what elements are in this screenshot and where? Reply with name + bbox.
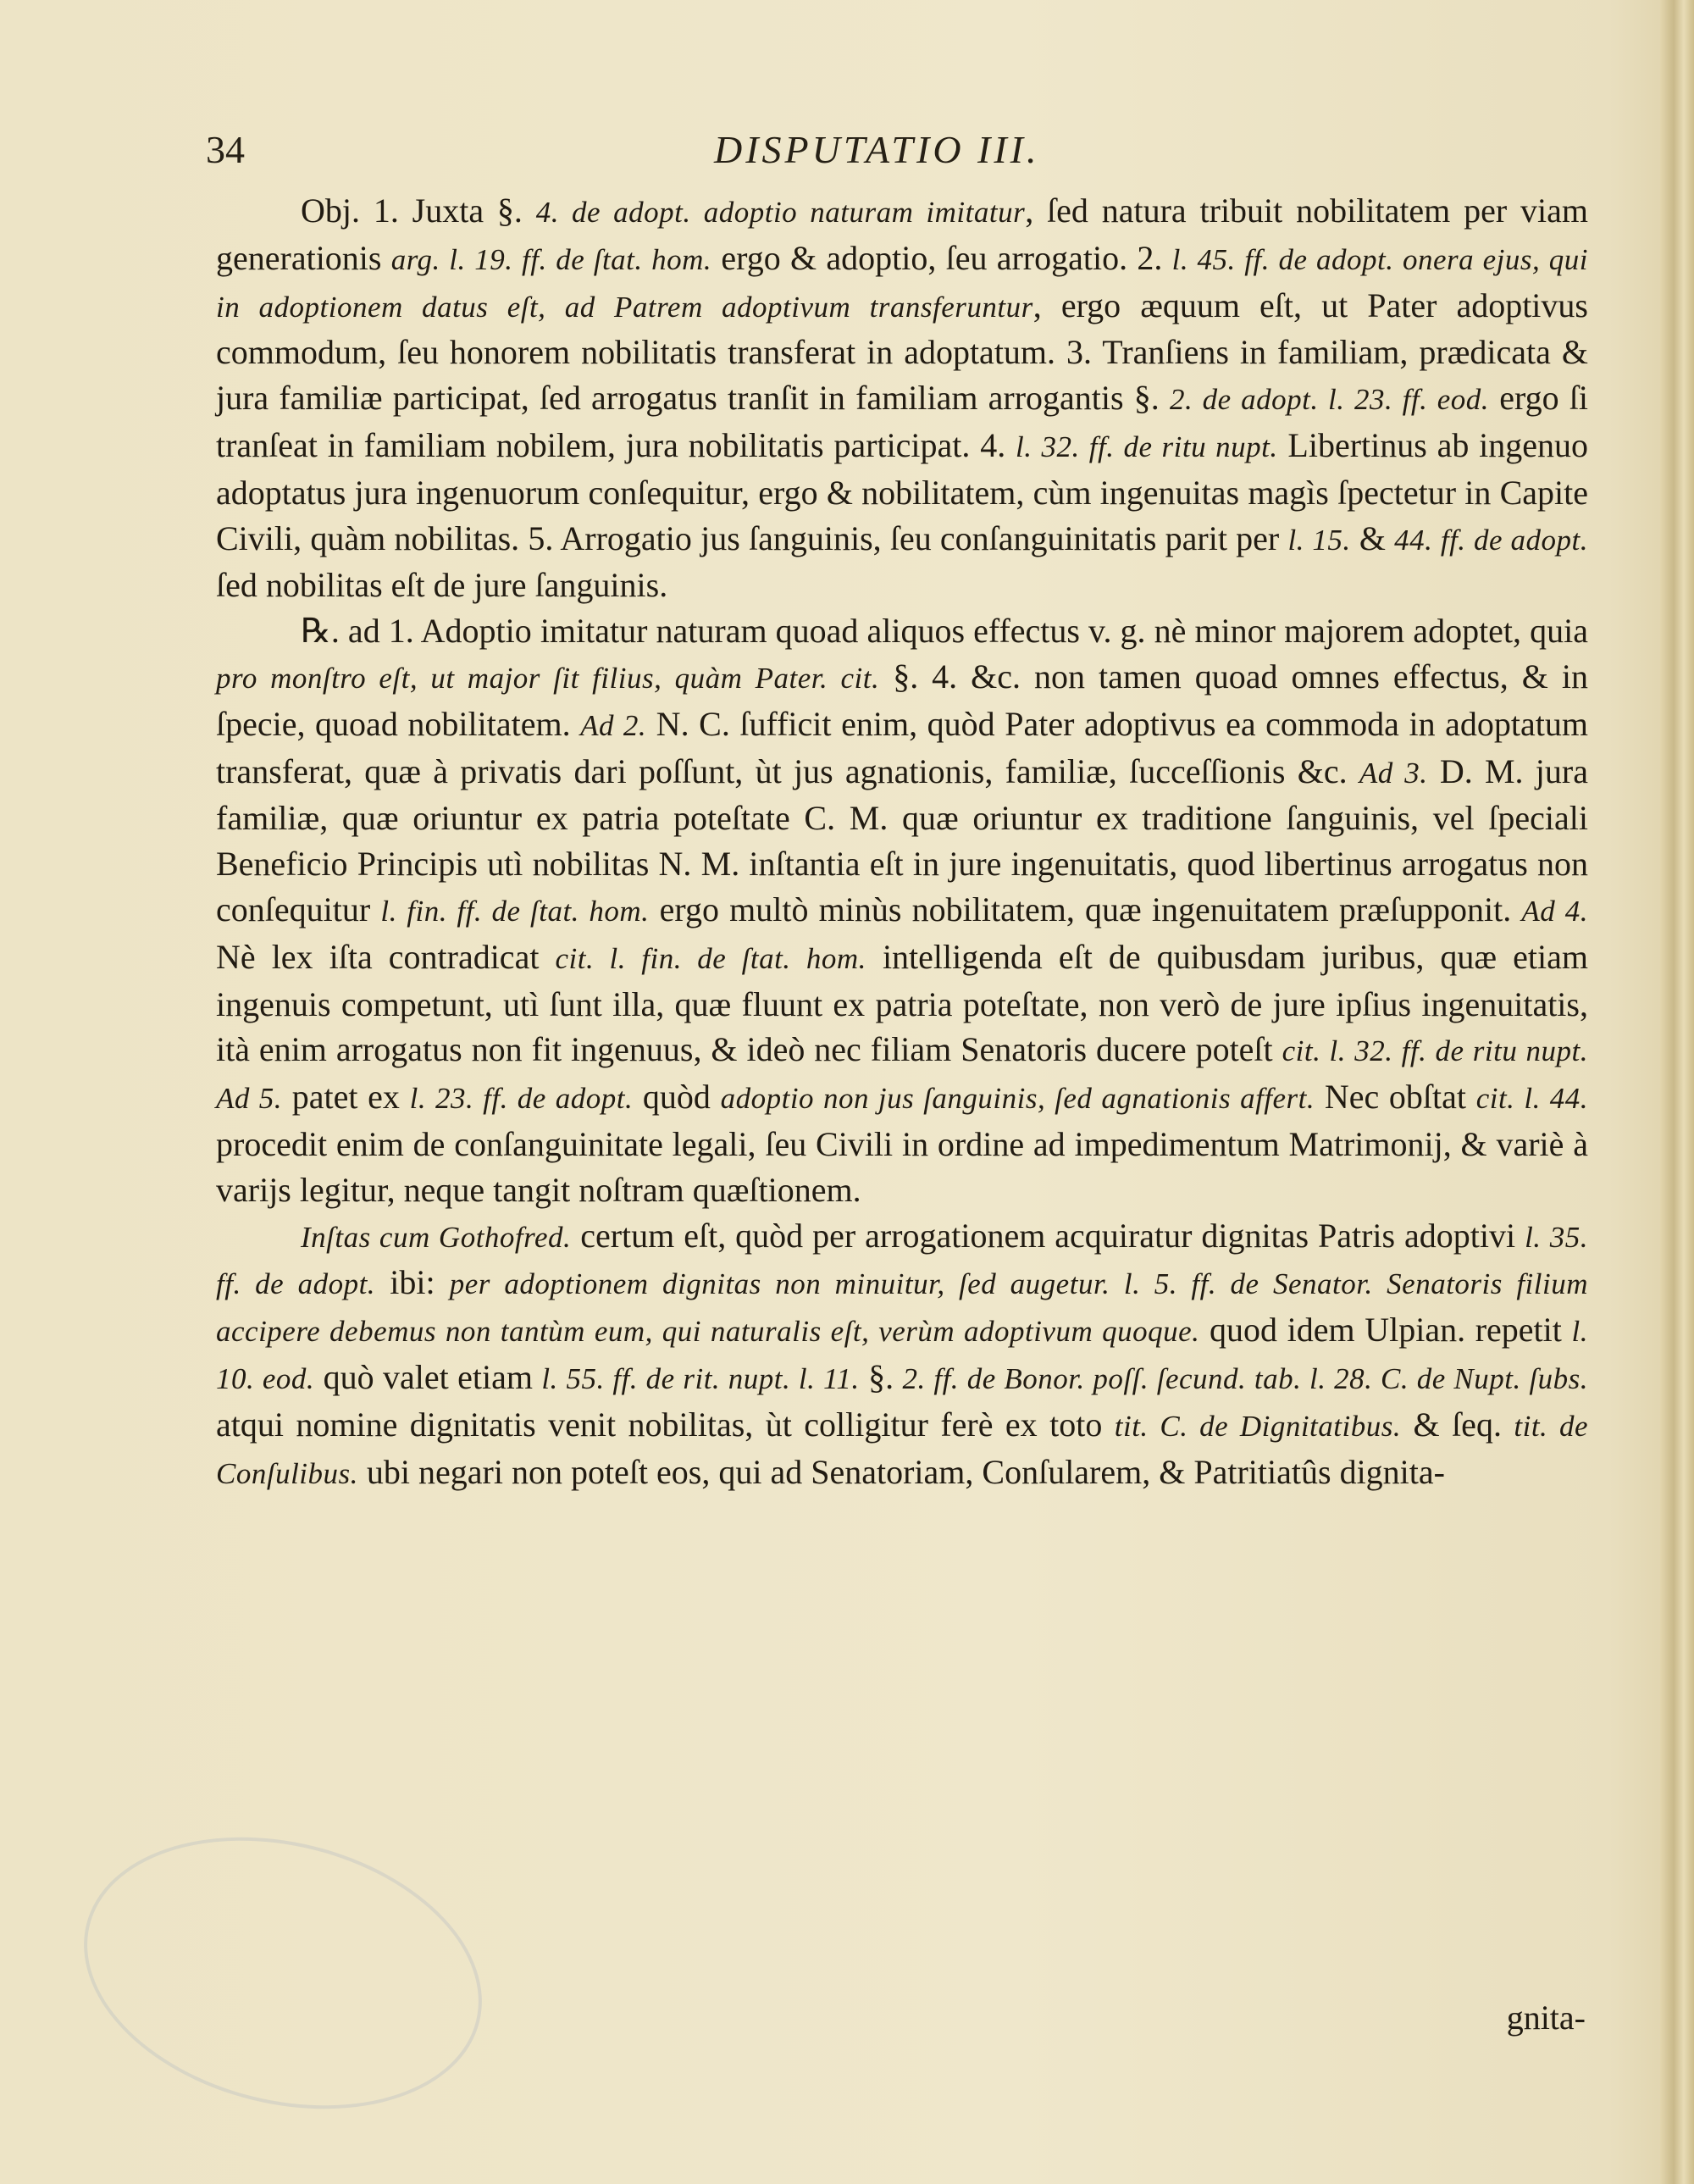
text-run: Libertinus ab ingenuo adoptatus jura ingenuorum conſequitur, ergo & nobilitatem, cùm ingenuitas magìs ſpectetur in Capite Civili, quàm nobilitas. 5. Arrogatio jus ſanguinis, ſeu conſanguinitatis parit per: [216, 425, 1589, 557]
text-run: D. M. jura familiæ, quæ oriuntur ex patria poteſtate C. M. quæ oriuntur ex traditione ſanguinis, vel ſpeciali Beneficio Principis utì nobilitas N. M. inſtantia eſt in jure ingenuitatis, quod libertinus arrogatus non conſequitur: [216, 751, 1588, 928]
text-run: §. 4. &c. non tamen quoad omnes effectus, & in ſpecie, quoad nobilitatem.: [216, 657, 1588, 743]
citation-text: l. 45. ff. de adopt. onera ejus, qui in adoptionem datus eſt, ad Patrem adoptivum transferuntur: [216, 242, 1588, 324]
text-run: patet ex: [282, 1078, 410, 1117]
citation-text: per adoptionem dignitas non minuitur, ſed augetur. l. 5. ff. de Senator. Senatoris filium accipere debemus non tantùm eum, qui naturalis eſt, verùm adoptivum quoque.: [216, 1267, 1588, 1349]
citation-text: pro monſtro eſt, ut major ſit filius, quàm Pater. cit.: [216, 661, 880, 695]
citation-text: l. fin. ff. de ſtat. hom.: [380, 894, 650, 928]
citation-text: l. 55. ff. de rit. nupt. l. 11.: [541, 1361, 860, 1395]
library-stamp: [55, 1798, 511, 2148]
text-run: , ergo æquum eſt, ut Pater adoptivus commodum, ſeu honorem nobilitatis transferat in adoptatum. 3. Tranſiens in familiam, prædicata & jura familiæ participat, ſed arrogatus tranſit in familiam arrogantis §.: [216, 285, 1588, 418]
text-run: ubi negari non poteſt eos, qui ad Senatoriam, Conſularem, & Patritiatûs dignita-: [357, 1452, 1445, 1491]
running-head: [206, 127, 1595, 178]
citation-text: 44. ff. de adopt.: [1394, 523, 1588, 557]
header-title: DISPUTATIO III.: [714, 128, 1040, 171]
citation-text: Inſtas cum Gothofred.: [301, 1220, 572, 1254]
body-text: [216, 188, 1588, 1496]
citation-text: l. 10. eod.: [216, 1315, 1588, 1395]
citation-text: l. 35. ff. de adopt.: [216, 1220, 1588, 1301]
citation-text: arg. l. 19. ff. de ſtat. hom.: [390, 242, 712, 276]
citation-text: tit. de Conſulibus.: [216, 1409, 1589, 1490]
citation-text: cit. l. fin. de ſtat. hom.: [555, 941, 866, 975]
text-run: quò valet etiam: [314, 1357, 542, 1396]
paragraph-instance: [216, 1213, 1588, 1497]
text-run: ergo ſi tranſeat in familiam nobilem, jura nobilitatis participat. 4.: [216, 379, 1589, 464]
citation-text: 2. ff. de Bonor. poſſ. ſecund. tab. l. 28. C. de Nupt. ſubs.: [902, 1361, 1588, 1395]
text-run: intelligenda eſt de quibusdam juribus, quæ etiam ingenuis competunt, utì ſunt illa, quæ fluunt ex patria poteſtate, non verò de jure ipſius ingenuitatis, ità enim arrogatus non fit ingenuus, & ideò nec filiam Senatoris ducere poteſt: [216, 937, 1589, 1069]
text-run: Nec obſtat: [1315, 1078, 1476, 1117]
text-run: ℞. ad 1. Adoptio imitatur naturam quoad aliquos effectus v. g. nè minor majorem adoptet, quia: [301, 612, 1588, 651]
text-run: atqui nomine dignitatis venit nobilitas, ùt colligitur ferè ex toto: [216, 1405, 1115, 1444]
catchword: gnita-: [1506, 1998, 1586, 2037]
text-run: , ſed natura tribuit nobilitatem per viam generationis: [216, 191, 1589, 277]
citation-text: Ad 3.: [1359, 756, 1428, 790]
text-run: N. C. ſufficit enim, quòd Pater adoptivus ea commoda in adoptatum transferat, quæ à privatis dari poſſunt, ùt jus agnationis, familiæ, ſucceſſionis &c.: [216, 704, 1588, 790]
citation-text: Ad 4.: [1521, 894, 1588, 928]
citation-text: Ad 2.: [580, 708, 647, 742]
text-run: Obj. 1. Juxta §.: [301, 191, 536, 230]
text-run: ibi:: [375, 1263, 450, 1302]
text-run: Nè lex iſta contradicat: [216, 937, 556, 976]
citation-text: adoptio non jus ſanguinis, ſed agnationis affert.: [720, 1082, 1315, 1116]
citation-text: Ad 5.: [216, 1082, 283, 1116]
page-edge: [1660, 0, 1694, 2184]
citation-text: l. 15.: [1287, 523, 1351, 557]
text-run: procedit enim de conſanguinitate legali, ſeu Civili in ordine ad impedimentum Matrimonij, & variè à varijs legitur, neque tangit noſtram quæſtionem.: [216, 1124, 1588, 1209]
citation-text: cit. l. 44.: [1475, 1082, 1589, 1116]
citation-text: 4. de adopt. adoptio naturam imitatur: [535, 196, 1026, 229]
paragraph-objections: [216, 188, 1588, 608]
text-run: ſed nobilitas eſt de jure ſanguinis.: [216, 566, 668, 605]
text-run: ergo multò minùs nobilitatem, quæ ingenuitatem præſupponit.: [649, 890, 1522, 928]
text-run: certum eſt, quòd per arrogationem acquiratur dignitas Patris adoptivi: [571, 1216, 1525, 1255]
citation-text: l. 32. ff. de ritu nupt.: [1015, 430, 1278, 463]
citation-text: 2. de adopt. l. 23. ff. eod.: [1169, 383, 1490, 417]
text-run: quòd: [633, 1078, 721, 1117]
citation-text: cit. l. 32. ff. de ritu nupt.: [1282, 1034, 1589, 1068]
text-run: §.: [859, 1357, 903, 1396]
citation-text: tit. C. de Dignitatibus.: [1114, 1409, 1402, 1443]
citation-text: l. 23. ff. de adopt.: [409, 1082, 634, 1116]
text-run: quod idem Ulpian. repetit: [1199, 1311, 1572, 1350]
text-run: ergo & adoptio, ſeu arrogatio. 2.: [711, 238, 1172, 277]
page-number: 34: [206, 128, 245, 171]
text-run: & ſeq.: [1401, 1405, 1514, 1444]
text-run: &: [1350, 518, 1395, 557]
paragraph-response: [216, 608, 1588, 1212]
